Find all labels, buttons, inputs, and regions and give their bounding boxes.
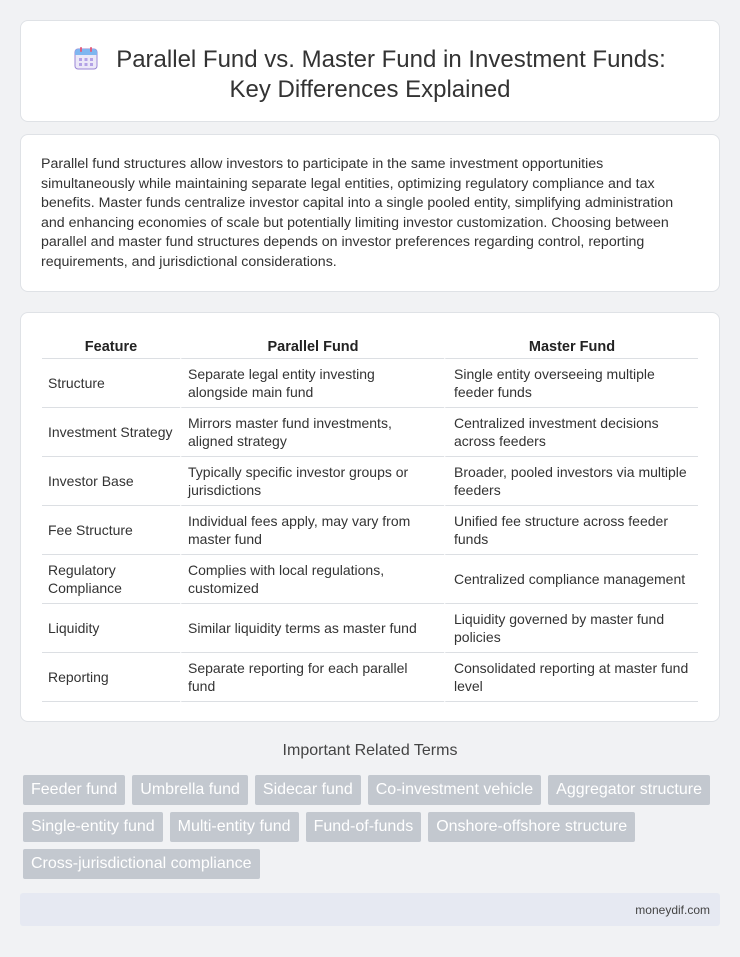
parallel-fund-cell: Separate reporting for each parallel fund [180, 653, 444, 702]
table-header-row [42, 333, 698, 359]
related-terms-heading: Important Related Terms [282, 742, 458, 759]
page-title-text: Parallel Fund vs. Master Fund in Investment Funds: Key Differences Explained [116, 46, 666, 103]
feature-cell: Fee Structure [42, 506, 180, 555]
table-row [42, 457, 698, 506]
comparison-table [42, 333, 698, 702]
column-header-master-fund: Master Fund [444, 333, 698, 359]
master-fund-cell: Broader, pooled investors via multiple feeders [444, 457, 698, 506]
header-card [20, 20, 720, 122]
master-fund-cell: Liquidity governed by master fund policies [444, 604, 698, 653]
column-header-parallel-fund: Parallel Fund [180, 333, 444, 359]
master-fund-cell: Single entity overseeing multiple feeder funds [444, 359, 698, 408]
intro-card [20, 134, 720, 292]
tag-feeder-fund[interactable]: Feeder fund [23, 775, 125, 805]
feature-cell: Investment Strategy [42, 408, 180, 457]
page-title [51, 45, 689, 105]
calendar-icon [74, 46, 98, 70]
tag-aggregator-structure[interactable]: Aggregator structure [548, 775, 710, 805]
parallel-fund-cell: Complies with local regulations, customized [180, 555, 444, 604]
feature-cell: Structure [42, 359, 180, 408]
tag-row [23, 812, 723, 849]
tag-co-investment-vehicle[interactable]: Co-investment vehicle [368, 775, 541, 805]
footer-site-link[interactable]: moneydif.com [635, 903, 710, 917]
intro-paragraph: Parallel fund structures allow investors to participate in the same investment opportunities simultaneously while maintaining separate legal entities, optimizing regulatory compliance and tax benefits. Master funds centralize investor capital into a single pooled entity, simplifying administration and enhancing economies of scale but potentially limiting investor customization. Choosing between parallel and master fund structures depends on investor preferences regarding control, reporting requirements, and jurisdictional considerations. [41, 156, 674, 270]
parallel-fund-cell: Mirrors master fund investments, aligned strategy [180, 408, 444, 457]
table-row [42, 653, 698, 702]
master-fund-cell: Centralized investment decisions across feeders [444, 408, 698, 457]
feature-cell: Investor Base [42, 457, 180, 506]
related-terms-list [23, 775, 723, 886]
table-row [42, 506, 698, 555]
footer [20, 893, 720, 926]
feature-cell: Liquidity [42, 604, 180, 653]
parallel-fund-cell: Individual fees apply, may vary from master fund [180, 506, 444, 555]
feature-cell: Reporting [42, 653, 180, 702]
column-header-feature: Feature [42, 333, 180, 359]
tag-onshore-offshore-structure[interactable]: Onshore-offshore structure [428, 812, 635, 842]
tag-row [23, 849, 723, 886]
master-fund-cell: Consolidated reporting at master fund level [444, 653, 698, 702]
tag-row [23, 775, 723, 812]
parallel-fund-cell: Separate legal entity investing alongside main fund [180, 359, 444, 408]
master-fund-cell: Centralized compliance management [444, 555, 698, 604]
feature-cell: Regulatory Compliance [42, 555, 180, 604]
tag-sidecar-fund[interactable]: Sidecar fund [255, 775, 361, 805]
tag-cross-jurisdictional-compliance[interactable]: Cross-jurisdictional compliance [23, 849, 260, 879]
parallel-fund-cell: Typically specific investor groups or jurisdictions [180, 457, 444, 506]
tag-single-entity-fund[interactable]: Single-entity fund [23, 812, 163, 842]
table-row [42, 408, 698, 457]
comparison-table-card [20, 312, 720, 722]
tag-fund-of-funds[interactable]: Fund-of-funds [306, 812, 422, 842]
tag-multi-entity-fund[interactable]: Multi-entity fund [170, 812, 299, 842]
table-row [42, 359, 698, 408]
tag-umbrella-fund[interactable]: Umbrella fund [132, 775, 248, 805]
table-row [42, 604, 698, 653]
master-fund-cell: Unified fee structure across feeder funds [444, 506, 698, 555]
table-row [42, 555, 698, 604]
parallel-fund-cell: Similar liquidity terms as master fund [180, 604, 444, 653]
